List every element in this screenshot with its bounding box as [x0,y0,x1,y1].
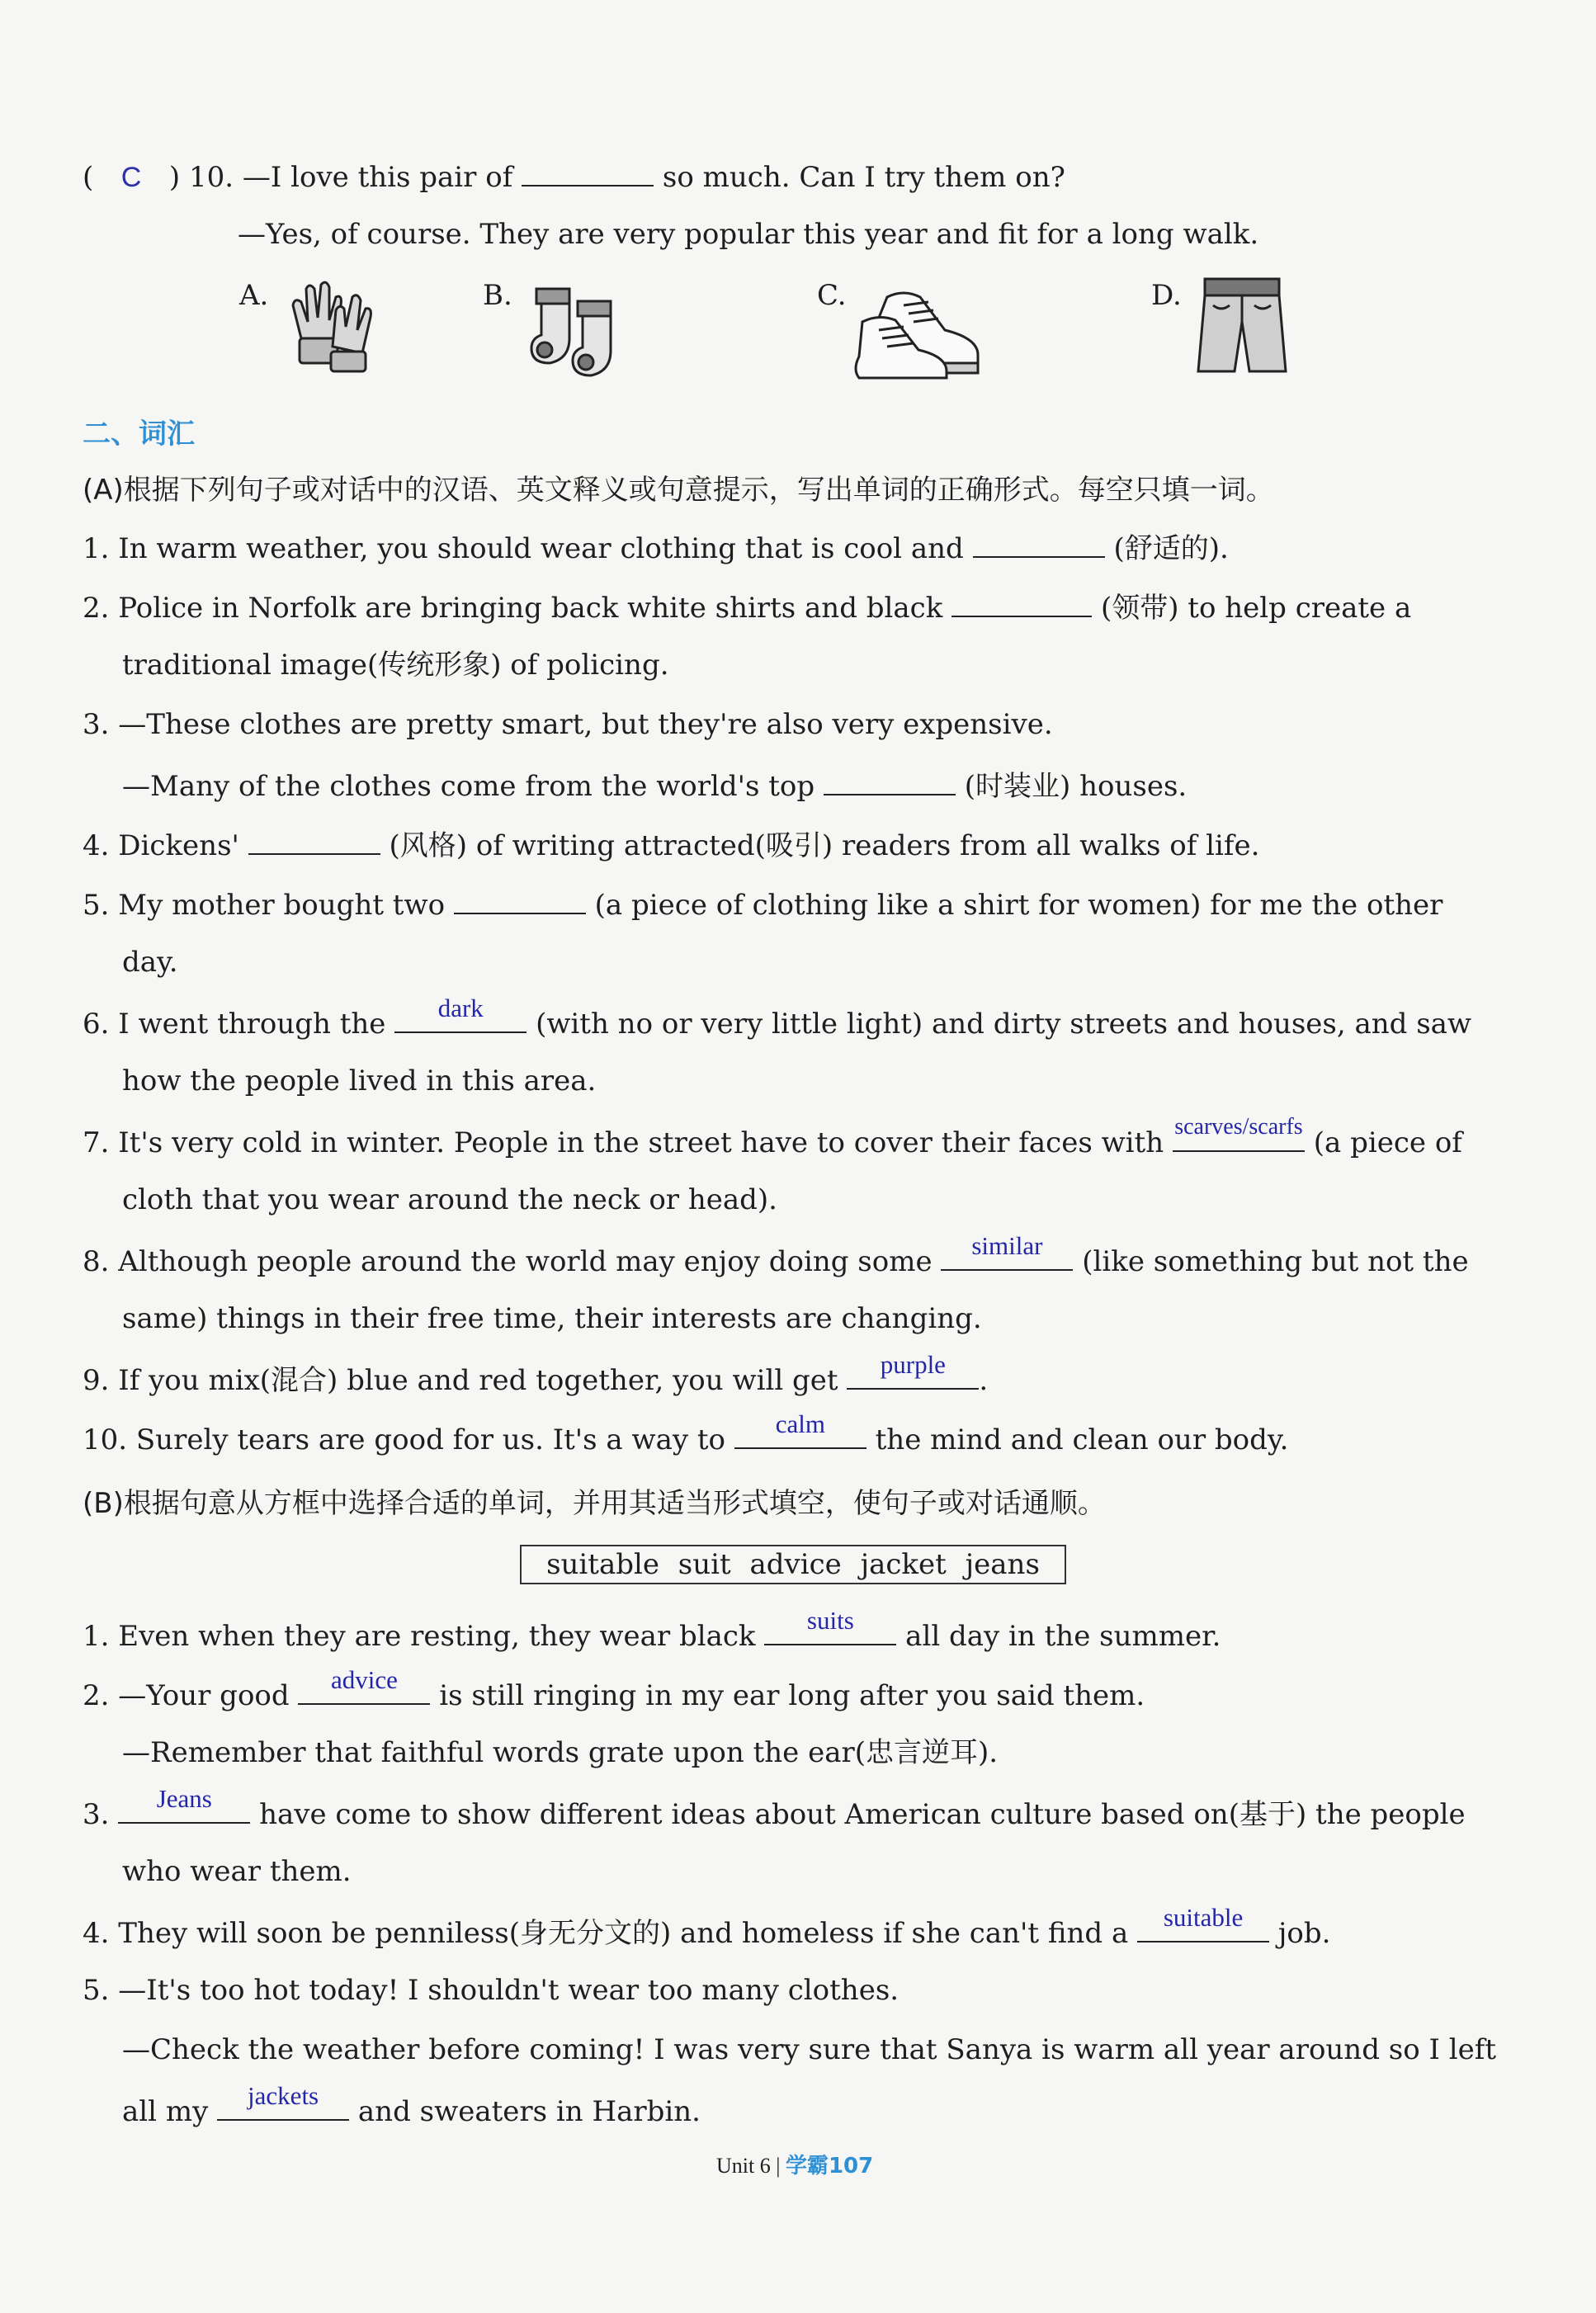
socks-icon [520,281,627,384]
question-hint: (领带) to help create a [1100,592,1412,625]
section-heading-vocab: 二、词汇 [83,418,195,451]
q10-blank[interactable] [522,157,654,186]
answer-blank[interactable] [734,1409,866,1449]
answer-blank[interactable] [973,528,1105,558]
question-text: My mother bought two [118,889,446,922]
answer-blank[interactable] [217,2081,349,2121]
answer-blank[interactable] [1173,1114,1305,1152]
partA-q5-cont: day. [122,946,178,979]
question-number: 5. [83,889,110,922]
question-hint: the mind and clean our body. [875,1423,1289,1456]
option-b-label: B. [483,279,512,312]
q10-text-a: —I love this pair of [242,161,513,194]
partA-q4 [83,825,1510,864]
option-c-label: C. [817,279,847,312]
partB-q3 [83,1784,1510,1833]
answer-fill: purple [880,1350,946,1379]
partA-q1 [83,528,1510,567]
question-text: —It's too hot today! I shouldn't wear too many clothes. [118,1974,900,2007]
answer-fill: scarves/scarfs [1174,1114,1303,1140]
question-text: Even when they are resting, they wear black [118,1620,756,1653]
word-box: suitable suit advice jacket jeans [520,1545,1066,1584]
question-hint: . [979,1364,989,1397]
question-text-end: all day in the summer. [905,1620,1221,1653]
question-text: Dickens' [118,829,239,862]
q10-number: 10. [188,161,234,194]
q10-paren-close: ) [168,161,181,194]
answer-fill: suits [806,1606,854,1635]
partB-q4 [83,1903,1510,1952]
page-number: 107 [828,2154,874,2178]
partB-q5-cont2 [122,2081,1550,2130]
question-text-end: job. [1277,1917,1331,1950]
question-text-end: is still ringing in my ear long after you said them. [439,1679,1145,1712]
answer-blank[interactable] [454,885,586,914]
question-hint: (时装业) houses. [964,770,1188,803]
answer-fill: advice [331,1665,398,1694]
partA-q2-cont: traditional image(传统形象) of policing. [122,649,669,682]
question-text-end: and sweaters in Harbin. [357,2095,701,2128]
question-number: 3. [83,1798,110,1831]
answer-blank[interactable] [941,1231,1073,1271]
question-text: —These clothes are pretty smart, but they're also very expensive. [118,708,1053,741]
question-number: 5. [83,1974,110,2007]
page-footer [716,2149,873,2179]
question-hint: (a piece of clothing like a shirt for women) for me the other [594,889,1443,922]
answer-fill: dark [437,994,484,1022]
part-b-instructions: (B)根据句意从方框中选择合适的单词，并用其适当形式填空，使句子或对话通顺。 [83,1487,1106,1520]
question-hint: (with no or very little light) and dirty streets and houses, and saw [536,1008,1472,1041]
answer-fill: Jeans [156,1784,212,1813]
question-number: 2. [83,1679,110,1712]
question-number: 4. [83,829,110,862]
partA-q10 [83,1409,1510,1458]
answer-blank[interactable] [298,1665,430,1705]
partA-q3 [83,706,1510,743]
partB-q3-cont: who wear them. [122,1855,352,1888]
answer-blank[interactable] [824,766,956,795]
partB-q1 [83,1606,1510,1655]
footer-brand: 学霸 [785,2154,829,2178]
partA-q8-cont: same) things in their free time, their interests are changing. [122,1302,982,1335]
shorts-icon [1188,272,1296,380]
answer-fill: similar [971,1231,1043,1260]
question-text: If you mix(混合) blue and red together, you will get [118,1364,838,1397]
partB-q5-cont: —Check the weather before coming! I was very sure that Sanya is warm all year around so I left [122,2033,1496,2066]
question-text: It's very cold in winter. People in the street have to cover their faces with [118,1126,1164,1159]
footer-separator: | [776,2154,781,2178]
q10-line2: —Yes, of course. They are very popular this year and fit for a long walk. [238,218,1259,251]
question-text: I went through the [118,1008,386,1041]
partA-q5 [83,885,1510,923]
partA-q8 [83,1231,1510,1280]
question-number: 10. [83,1423,128,1456]
q10-line1 [83,157,1510,196]
answer-blank[interactable] [118,1784,250,1824]
question-text: all my [122,2095,209,2128]
answer-fill: calm [775,1409,825,1438]
answer-blank[interactable] [764,1606,896,1645]
question-text: Police in Norfolk are bringing back white shirts and black [118,592,943,625]
question-number: 3. [83,708,110,741]
partB-q2 [83,1665,1510,1714]
partA-q7 [83,1114,1510,1161]
sneakers-icon [854,281,986,384]
question-text-end: have come to show different ideas about American culture based on(基于) the people [259,1798,1466,1831]
partA-q6 [83,994,1510,1042]
question-hint: (like something but not the [1082,1245,1469,1278]
question-number: 9. [83,1364,110,1397]
answer-blank[interactable] [1137,1903,1269,1942]
question-number: 2. [83,592,110,625]
question-text: Surely tears are good for us. It's a way to [135,1423,726,1456]
answer-blank[interactable] [248,825,380,855]
answer-blank[interactable] [394,994,526,1033]
question-hint: (a piece of [1313,1126,1462,1159]
question-text: They will soon be penniless(身无分文的) and homeless if she can't find a [118,1917,1129,1950]
q10-paren-open: ( [83,161,94,194]
question-text: —Many of the clothes come from the world's top [122,770,815,803]
footer-unit: Unit 6 [716,2154,771,2178]
answer-blank[interactable] [847,1350,979,1390]
option-a-label: A. [239,279,269,312]
question-number: 1. [83,532,110,565]
partA-q3-cont [122,766,1550,805]
question-hint: (舒适的). [1113,532,1229,565]
partA-q2 [83,588,1510,626]
gloves-icon [285,272,380,375]
question-hint: (风格) of writing attracted(吸引) readers from all walks of life. [389,829,1260,862]
part-a-instructions: (A)根据下列句子或对话中的汉语、英文释义或句意提示，写出单词的正确形式。每空只填一词。 [83,474,1274,507]
answer-fill: jackets [248,2081,319,2110]
partA-q9 [83,1350,1510,1399]
partA-q6-cont: how the people lived in this area. [122,1064,597,1097]
question-text: Although people around the world may enjoy doing some [118,1245,933,1278]
partB-q5 [83,1972,1510,2009]
q10-text-b: so much. Can I try them on? [662,161,1065,194]
question-number: 6. [83,1008,110,1041]
question-number: 7. [83,1126,110,1159]
partB-q2-cont: —Remember that faithful words grate upon the ear(忠言逆耳). [122,1736,999,1769]
question-number: 1. [83,1620,110,1653]
question-text: In warm weather, you should wear clothing that is cool and [118,532,964,565]
q10-answer: C [120,162,142,193]
option-d-label: D. [1151,279,1182,312]
answer-blank[interactable] [951,588,1092,617]
question-number: 8. [83,1245,110,1278]
question-text: —Your good [118,1679,290,1712]
answer-fill: suitable [1163,1903,1244,1932]
partA-q7-cont: cloth that you wear around the neck or head). [122,1183,777,1216]
question-number: 4. [83,1917,110,1950]
